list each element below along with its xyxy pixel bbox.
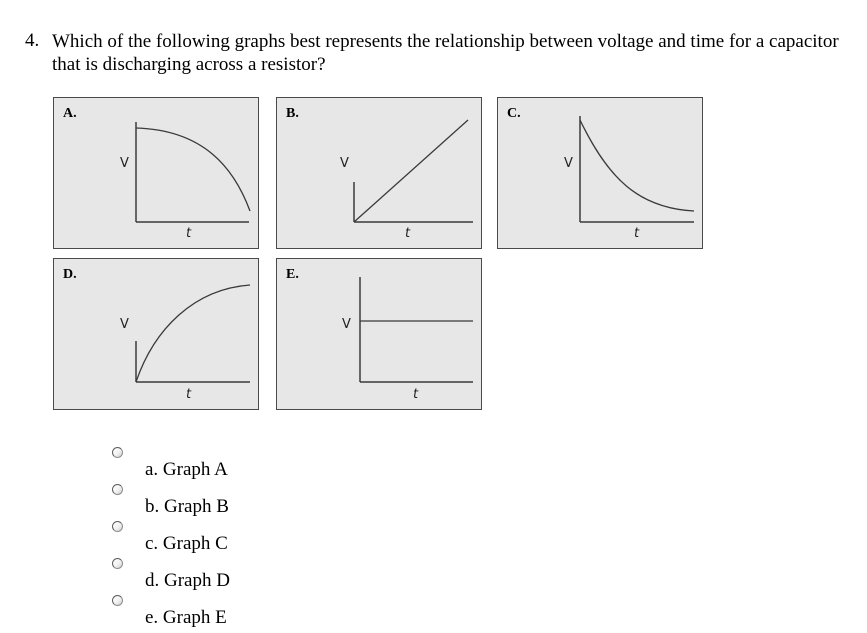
option-e[interactable] — [112, 595, 412, 629]
option-c-label[interactable]: c. Graph C — [145, 533, 228, 554]
option-b-label[interactable]: b. Graph B — [145, 496, 229, 517]
option-a[interactable] — [112, 447, 412, 481]
graph-d-plot — [54, 259, 260, 411]
graph-c-label: C. — [507, 106, 521, 121]
graph-e-t-label: t — [413, 387, 419, 402]
radio-button-b[interactable] — [112, 484, 123, 495]
option-a-label[interactable]: a. Graph A — [145, 459, 228, 480]
question-number: 4. — [25, 30, 40, 51]
graph-a-label: A. — [63, 106, 77, 121]
graph-a-plot — [54, 98, 260, 250]
graph-a-t-label: t — [186, 226, 192, 241]
option-e-label[interactable]: e. Graph E — [145, 607, 227, 628]
graph-a-v-label: V — [120, 156, 129, 171]
graph-b-label: B. — [286, 106, 299, 121]
graph-b-plot — [277, 98, 483, 250]
graph-b-line — [354, 120, 468, 222]
graph-b-v-label: V — [340, 156, 349, 171]
radio-button-c[interactable] — [112, 521, 123, 532]
graph-d-curve — [136, 285, 250, 382]
option-d-label[interactable]: d. Graph D — [145, 570, 230, 591]
graph-c-panel — [497, 97, 703, 249]
radio-button-e[interactable] — [112, 595, 123, 606]
radio-button-a[interactable] — [112, 447, 123, 458]
graph-a-panel — [53, 97, 259, 249]
radio-button-d[interactable] — [112, 558, 123, 569]
graph-c-curve — [580, 120, 694, 211]
graph-c-plot — [498, 98, 704, 250]
graph-e-plot — [277, 259, 483, 411]
graph-e-panel — [276, 258, 482, 410]
graph-d-t-label: t — [186, 387, 192, 402]
graph-a-curve — [136, 128, 250, 211]
graph-e-v-label: V — [342, 317, 351, 332]
graph-d-label: D. — [63, 267, 77, 282]
graph-b-panel — [276, 97, 482, 249]
graph-d-v-label: V — [120, 317, 129, 332]
question-text: Which of the following graphs best represents the relationship between voltage and time for a capacitor that is discharging across a resistor? — [52, 31, 839, 75]
option-b[interactable] — [112, 484, 412, 518]
option-c[interactable] — [112, 521, 412, 555]
graph-c-v-label: V — [564, 156, 573, 171]
graph-c-t-label: t — [634, 226, 640, 241]
graph-e-label: E. — [286, 267, 299, 282]
graph-b-t-label: t — [405, 226, 411, 241]
option-d[interactable] — [112, 558, 412, 592]
graph-d-panel — [53, 258, 259, 410]
